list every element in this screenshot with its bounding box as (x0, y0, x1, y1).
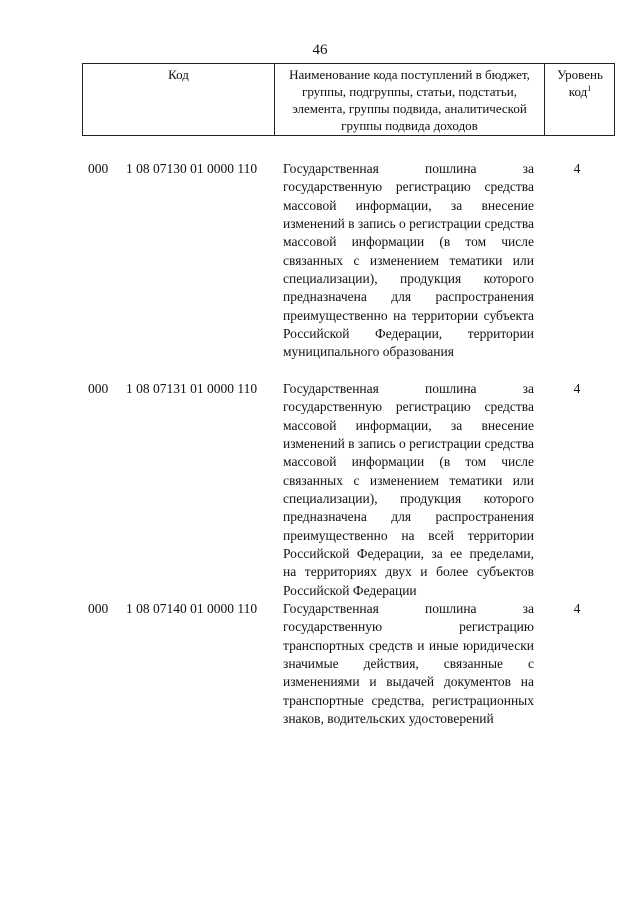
row-income-code: 1 08 07140 01 0000 110 (126, 601, 258, 616)
row-level: 4 (573, 601, 581, 616)
table-header (82, 63, 615, 136)
header-code: Код (83, 64, 275, 135)
header-name: Наименование кода поступлений в бюджет, группы, подгруппы, статьи, подстатьи, элемента, группы подвида, аналитической группы подвида доходов (275, 64, 545, 135)
row-income-name: Государственная пошлина за государственную регистрацию средства массовой информации, за внесение изменений в запись о регистрации средства массовой информации (в том числе связанных с изменением тематики или специализации), продукция которого предназначена для распространения преимущественно на всей территории Российской Федерации, за ее пределами, на территориях двух и более субъектов Российской Федерации (283, 381, 535, 598)
row-income-name: Государственная пошлина за государственную регистрацию средства массовой информации, за внесение изменений в запись о регистрации средства массовой информации (в том числе связанных с изменением тематики или специализации), продукция которого предназначена для распространения преимущественно на территории субъекта Российской Федерации, территории муниципального образования (283, 161, 535, 360)
row-admin-code: 000 (88, 601, 109, 616)
page-number: 46 (312, 42, 328, 58)
row-admin-code: 000 (88, 161, 109, 176)
row-level: 4 (573, 161, 581, 176)
header-level-label: Уровень код (557, 67, 603, 99)
header-level (545, 64, 615, 135)
row-income-code: 1 08 07130 01 0000 110 (126, 161, 258, 176)
row-level: 4 (573, 381, 581, 396)
header-level-footnote: 1 (587, 84, 592, 93)
row-income-code: 1 08 07131 01 0000 110 (126, 381, 258, 396)
row-income-name: Государственная пошлина за государственную регистрацию транспортных средств и иные юридически значимые действия, связанные с изменениями и выдачей документов на транспортные средства, регистрационных знаков, водительских удостоверений (283, 601, 534, 727)
row-admin-code: 000 (88, 381, 109, 396)
